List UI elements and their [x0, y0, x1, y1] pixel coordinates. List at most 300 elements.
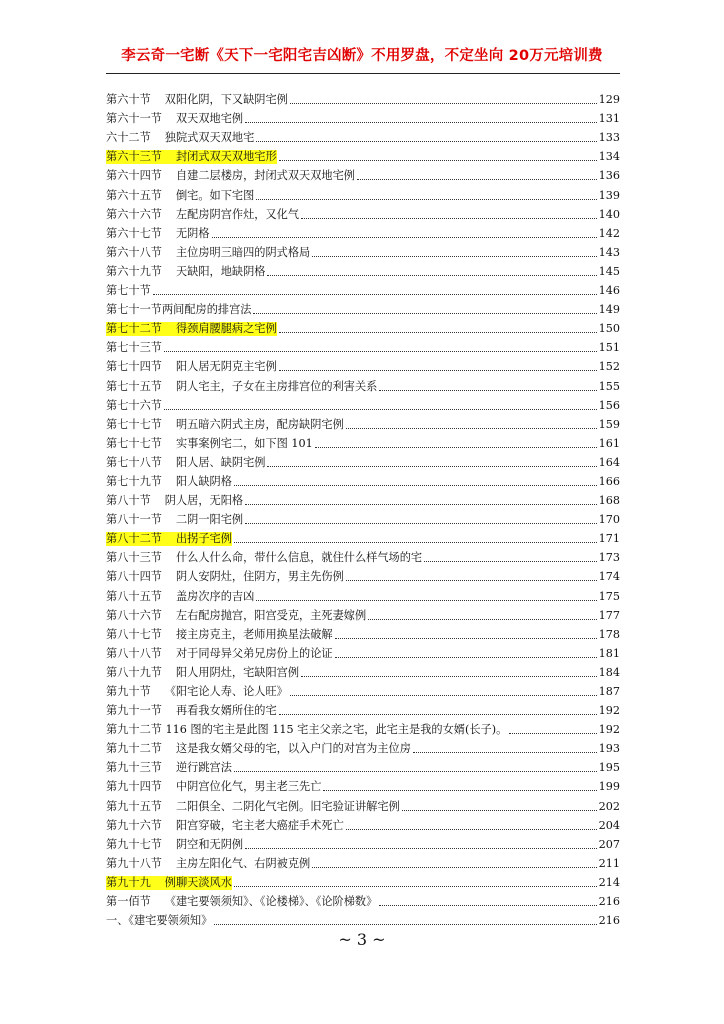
toc-gap: [162, 418, 176, 432]
toc-section-title: 独院式双天双地宅: [164, 131, 255, 145]
toc-dot-leader: [256, 599, 596, 601]
toc-page-number: 136: [598, 169, 620, 183]
toc-section-number: 第八十三节: [106, 551, 162, 565]
toc-dot-leader: [279, 331, 597, 333]
toc-page-number: 164: [598, 455, 620, 469]
toc-row[interactable]: [106, 374, 620, 393]
toc-section-number: 第八十九节: [106, 665, 162, 679]
toc-entry: [106, 227, 210, 241]
toc-gap: [162, 208, 176, 222]
toc-section-title: 双天双地宅例: [175, 112, 244, 126]
toc-section-number: 第九十九: [106, 875, 151, 889]
toc-gap: [162, 246, 176, 260]
toc-gap: [162, 169, 176, 183]
toc-section-title: 这是我女婿父母的宅，以入户门的对宫为主位房: [175, 742, 411, 756]
toc-section-number: 第六十五节: [106, 188, 162, 202]
toc-dot-leader: [279, 369, 597, 371]
toc-row[interactable]: [106, 145, 620, 164]
toc-section-title: 阴空和无阴例: [175, 837, 244, 851]
page-number: ~ 3 ~: [338, 930, 386, 949]
toc-dot-leader: [346, 828, 597, 830]
toc-section-title: 阳人居无阴克主宅例: [175, 360, 277, 374]
toc-page-number: 216: [598, 895, 620, 909]
toc-section-number: 第六十节: [106, 93, 151, 107]
toc-dot-leader: [245, 847, 597, 849]
toc-section-number: 第七十三节: [106, 341, 162, 355]
toc-dot-leader: [267, 465, 596, 467]
toc-page-number: 152: [598, 360, 620, 374]
toc-dot-leader: [368, 618, 596, 620]
toc-entry: [106, 265, 265, 279]
toc-section-title: 倒宅。如下宅图: [175, 188, 255, 202]
toc-page-number: 192: [598, 704, 620, 718]
toc-page-number: 184: [598, 665, 620, 679]
toc-page-number: 187: [598, 685, 620, 698]
toc-dot-leader: [413, 751, 597, 753]
toc-section-number: 第六十六节: [106, 207, 162, 221]
toc-page-number: 151: [598, 341, 620, 355]
toc-section-number: 第六十一节: [106, 112, 162, 126]
toc-page-number: 175: [598, 589, 620, 603]
toc-entry: [106, 857, 310, 871]
toc-row[interactable]: [106, 527, 620, 546]
toc-section-title: 二阳俱全、二阴化气宅例。旧宅验证讲解宅例: [175, 799, 400, 813]
toc-section-title: 盖房次序的吉凶: [175, 589, 255, 603]
toc-section-number: 第八十六节: [106, 608, 162, 622]
toc-gap: [162, 265, 176, 279]
toc-dot-leader: [279, 159, 597, 161]
toc-row[interactable]: [106, 584, 620, 603]
toc-row[interactable]: [106, 623, 620, 642]
toc-row[interactable]: [106, 107, 620, 126]
toc-entry: [106, 456, 265, 470]
toc-entry: [106, 647, 333, 661]
toc-dot-leader: [245, 503, 597, 505]
toc-gap: [162, 189, 176, 203]
toc-section-title: 接主房克主，老师用换星法破解: [175, 627, 333, 641]
toc-gap: [162, 761, 176, 775]
toc-page-number: 143: [598, 245, 620, 259]
toc-section-number: 第七十节: [106, 284, 151, 298]
toc-section-number: 第七十六节: [106, 398, 162, 412]
toc-entry: [106, 437, 313, 451]
toc-row[interactable]: [106, 336, 620, 355]
toc-gap: [162, 112, 176, 126]
toc-section-title: 《阳宅论人寿、论人旺》: [164, 685, 288, 698]
toc-entry: [106, 570, 344, 584]
toc-page-number: 156: [598, 398, 620, 412]
toc-section-number: 第八十七节: [106, 627, 162, 641]
toc-section-number: 第八十二节: [106, 532, 162, 546]
toc-row[interactable]: [106, 909, 620, 928]
toc-gap: [162, 322, 176, 336]
toc-gap: [162, 666, 176, 680]
toc-gap: [162, 532, 176, 546]
toc-section-number: 第九十二节 116 图的宅主是此图 115 宅主父亲之宅，此宅主是我的女婿(长子)。: [106, 723, 508, 737]
toc-section-title: 阳宫穿破，宅主老大癌症手术死亡: [175, 818, 344, 832]
toc-gap: [162, 647, 176, 661]
toc-gap: [162, 513, 176, 527]
toc-section-title: 主位房明三暗四的阴式格局: [175, 245, 311, 259]
toc-entry: [106, 418, 344, 432]
toc-entry: [106, 513, 243, 527]
toc-section-title: 再看我女婿所住的宅: [175, 704, 277, 718]
toc-gap: [151, 131, 165, 145]
toc-page-number: 145: [598, 264, 620, 278]
toc-entry: [106, 399, 162, 413]
toc-page-number: 193: [598, 742, 620, 756]
toc-dot-leader: [234, 484, 597, 486]
toc-dot-leader: [214, 923, 596, 925]
toc-page-number: 211: [598, 856, 620, 870]
toc-section-number: 第九十三节: [106, 761, 162, 775]
toc-dot-leader: [357, 178, 597, 180]
toc-section-title: 阴人居，无阳格: [164, 494, 244, 508]
toc-row[interactable]: [106, 756, 620, 775]
toc-dot-leader: [279, 713, 597, 715]
toc-section-title: 二阴一阳宅例: [175, 513, 244, 527]
toc-page-number: 155: [598, 379, 620, 393]
toc-entry: [106, 723, 507, 737]
toc-entry-highlighted: [106, 532, 232, 546]
toc-section-title: 出拐子宅例: [175, 532, 232, 546]
toc-gap: [162, 838, 176, 852]
toc-row[interactable]: [106, 279, 620, 298]
toc-entry: [106, 819, 344, 833]
toc-entry: [106, 303, 251, 317]
toc-section-title: 双阳化阴，下又缺阴宅例: [164, 93, 288, 107]
document-header-title: 李云奇一宅断《天下一宅阳宅吉凶断》不用罗盘，不定坐向 20万元培训费: [121, 48, 603, 64]
toc-entry: [106, 494, 243, 508]
toc-row[interactable]: [106, 241, 620, 260]
toc-entry: [106, 895, 377, 909]
toc-entry: [106, 685, 288, 699]
toc-dot-leader: [312, 255, 596, 257]
toc-gap: [162, 437, 176, 451]
toc-dot-leader: [290, 694, 597, 696]
toc-row[interactable]: [106, 164, 620, 183]
toc-dot-leader: [379, 904, 596, 906]
toc-entry: [106, 628, 333, 642]
toc-gap: [162, 570, 176, 584]
toc-gap: [162, 227, 176, 241]
toc-section-number: 第七十二节: [106, 322, 162, 336]
toc-dot-leader: [234, 885, 597, 887]
toc-page-number: 131: [598, 112, 620, 126]
toc-row[interactable]: [106, 317, 620, 336]
toc-page-number: 150: [598, 322, 620, 336]
toc-section-title: 阴人安阴灶，住阴方，男主先伤例: [175, 570, 344, 584]
toc-row[interactable]: [106, 470, 620, 489]
header-divider: [106, 73, 620, 74]
toc-row[interactable]: [106, 203, 620, 222]
toc-gap: [162, 380, 176, 394]
toc-page-number: 174: [598, 570, 620, 584]
toc-section-title: 什么人什么命，带什么信息，就住什么样气场的宅: [175, 551, 423, 565]
toc-dot-leader: [379, 389, 596, 391]
toc-section-number: 第八十四节: [106, 570, 162, 584]
toc-page-number: 202: [598, 799, 620, 813]
toc-dot-leader: [509, 732, 596, 734]
toc-entry: [106, 380, 377, 394]
toc-entry: [106, 341, 162, 355]
toc-section-title: 中阴宫位化气，男主老三先亡: [175, 780, 322, 794]
toc-dot-leader: [346, 579, 597, 581]
toc-entry: [106, 208, 299, 222]
toc-gap: [151, 876, 165, 890]
toc-gap: [151, 895, 165, 909]
toc-page-number: 204: [598, 818, 620, 832]
toc-gap: [162, 780, 176, 794]
toc-gap: [151, 93, 165, 107]
toc-page-number: 168: [598, 494, 620, 508]
toc-section-title: 得颈肩腰腿病之宅例: [175, 322, 277, 336]
toc-gap: [162, 628, 176, 642]
toc-section-number: 一、《建宅要领须知》: [106, 914, 213, 928]
toc-section-title: 自建二层楼房，封闭式双天双地宅例: [175, 169, 355, 183]
toc-section-number: 第六十三节: [106, 150, 162, 164]
toc-gap: [162, 742, 176, 756]
toc-page-number: 170: [598, 513, 620, 527]
toc-row[interactable]: [106, 260, 620, 279]
toc-entry-highlighted: [106, 322, 277, 336]
toc-section-title: 《建宅要领须知》、《论楼梯》、《论阶梯数》: [164, 895, 378, 909]
toc-row[interactable]: [106, 833, 620, 852]
toc-section-number: 第九十四节: [106, 780, 162, 794]
toc-row[interactable]: [106, 604, 620, 623]
toc-row[interactable]: [106, 355, 620, 374]
toc-row[interactable]: [106, 871, 620, 890]
toc-section-number: 第七十一节两间配房的排宫法: [106, 303, 252, 317]
toc-section-number: 第九十二节: [106, 742, 162, 756]
toc-entry-highlighted: [106, 876, 232, 890]
toc-row[interactable]: [106, 775, 620, 794]
toc-page-number: 166: [598, 474, 620, 488]
toc-section-number: 第九十八节: [106, 856, 162, 870]
toc-dot-leader: [346, 427, 597, 429]
toc-page-number: 195: [598, 761, 620, 775]
toc-gap: [162, 150, 176, 164]
toc-section-number: 第八十节: [106, 494, 151, 508]
toc-page-number: 177: [598, 608, 620, 622]
toc-gap: [162, 819, 176, 833]
toc-section-number: 第七十四节: [106, 360, 162, 374]
toc-section-title: 对于同母异父弟兄房份上的论证: [175, 646, 333, 660]
toc-dot-leader: [323, 789, 596, 791]
toc-row[interactable]: [106, 508, 620, 527]
toc-page-number: 133: [598, 131, 620, 145]
toc-entry: [106, 93, 288, 107]
table-of-contents: [106, 88, 620, 928]
toc-page-number: 216: [598, 914, 620, 928]
toc-gap: [162, 704, 176, 718]
toc-row[interactable]: [106, 737, 620, 756]
toc-row[interactable]: [106, 432, 620, 451]
toc-row[interactable]: [106, 718, 620, 737]
toc-section-title: 左配房阴宫作灶，又化气: [175, 207, 300, 221]
toc-dot-leader: [234, 770, 597, 772]
toc-entry: [106, 284, 151, 298]
toc-gap: [162, 609, 176, 623]
toc-section-number: 第九十七节: [106, 837, 162, 851]
toc-entry: [106, 189, 254, 203]
toc-entry: [106, 475, 232, 489]
toc-gap: [162, 857, 176, 871]
toc-row[interactable]: [106, 413, 620, 432]
toc-gap: [162, 456, 176, 470]
toc-section-title: 明五暗六阴式主房，配房缺阴宅例: [175, 417, 344, 431]
toc-section-title: 封闭式双天双地宅形: [175, 150, 277, 164]
toc-row[interactable]: [106, 546, 620, 565]
toc-section-number: 第六十七节: [106, 226, 162, 240]
toc-page-number: 199: [598, 780, 620, 794]
toc-entry: [106, 590, 254, 604]
toc-entry: [106, 742, 411, 756]
toc-row[interactable]: [106, 794, 620, 813]
toc-dot-leader: [253, 312, 596, 314]
toc-row[interactable]: [106, 451, 620, 470]
toc-section-title: 阳人居、缺阴宅例: [175, 455, 266, 469]
toc-dot-leader: [424, 560, 597, 562]
toc-entry: [106, 112, 243, 126]
toc-gap: [162, 590, 176, 604]
toc-page-number: 129: [598, 93, 620, 107]
toc-row[interactable]: [106, 565, 620, 584]
toc-gap: [162, 551, 176, 565]
toc-dot-leader: [290, 102, 597, 104]
toc-dot-leader: [256, 198, 596, 200]
toc-dot-leader: [402, 809, 597, 811]
toc-section-number: 第八十八节: [106, 646, 162, 660]
toc-row[interactable]: [106, 489, 620, 508]
toc-row[interactable]: [106, 680, 620, 699]
toc-dot-leader: [153, 293, 597, 295]
toc-section-number: 第七十七节: [106, 436, 162, 450]
toc-page-number: 140: [598, 207, 620, 221]
toc-page-number: 171: [598, 532, 620, 546]
toc-dot-leader: [245, 121, 597, 123]
toc-entry: [106, 761, 232, 775]
toc-section-number: 六十二节: [106, 131, 151, 145]
toc-section-number: 第六十九节: [106, 264, 162, 278]
toc-row[interactable]: [106, 661, 620, 680]
toc-row[interactable]: [106, 852, 620, 871]
toc-section-title: 例聊天淡风水: [164, 875, 232, 889]
toc-section-number: 第九十节: [106, 685, 151, 698]
toc-row[interactable]: [106, 642, 620, 661]
toc-entry: [106, 551, 422, 565]
toc-section-title: 无阴格: [175, 226, 210, 240]
toc-page-number: 142: [598, 226, 620, 240]
toc-section-title: 实事案例宅二，如下图 101: [175, 436, 313, 450]
toc-row[interactable]: [106, 88, 620, 107]
toc-gap: [162, 800, 176, 814]
toc-dot-leader: [301, 217, 597, 219]
toc-page-number: 207: [598, 837, 620, 851]
toc-section-number: 第六十四节: [106, 169, 162, 183]
toc-section-number: 第八十五节: [106, 589, 162, 603]
toc-entry: [106, 800, 400, 814]
toc-gap: [151, 685, 165, 699]
toc-page-number: 192: [598, 723, 620, 737]
toc-entry: [106, 914, 212, 928]
toc-dot-leader: [164, 350, 597, 352]
toc-entry-highlighted: [106, 150, 277, 164]
toc-page-number: 173: [598, 551, 620, 565]
toc-section-number: 第九十五节: [106, 799, 162, 813]
toc-entry: [106, 609, 366, 623]
toc-section-number: 第六十八节: [106, 245, 162, 259]
toc-dot-leader: [212, 236, 597, 238]
toc-section-number: 第九十一节: [106, 704, 162, 718]
toc-entry: [106, 666, 299, 680]
toc-entry: [106, 780, 321, 794]
toc-page-number: 181: [598, 646, 620, 660]
toc-section-number: 第八十一节: [106, 513, 162, 527]
toc-section-number: 第一佰节: [106, 895, 151, 909]
toc-dot-leader: [312, 866, 596, 868]
toc-row[interactable]: [106, 699, 620, 718]
toc-section-number: 第七十八节: [106, 455, 162, 469]
toc-section-title: 阳人缺阴格: [175, 474, 232, 488]
toc-section-title: 主房左阳化气、右阴被克例: [175, 856, 311, 870]
toc-dot-leader: [315, 446, 597, 448]
toc-section-title: 天缺阳，地缺阴格: [175, 264, 266, 278]
toc-dot-leader: [335, 637, 597, 639]
toc-gap: [162, 475, 176, 489]
toc-dot-leader: [267, 274, 596, 276]
toc-section-number: 第七十九节: [106, 474, 162, 488]
toc-dot-leader: [234, 541, 597, 543]
toc-row[interactable]: [106, 126, 620, 145]
toc-entry: [106, 131, 254, 145]
toc-row[interactable]: [106, 183, 620, 202]
toc-page-number: 214: [598, 875, 620, 889]
toc-dot-leader: [256, 140, 596, 142]
toc-gap: [151, 494, 165, 508]
toc-dot-leader: [245, 522, 597, 524]
toc-dot-leader: [164, 408, 597, 410]
toc-page-number: 149: [598, 303, 620, 317]
toc-section-title: 逆行跳宫法: [175, 761, 232, 775]
toc-entry: [106, 704, 277, 718]
toc-entry: [106, 246, 310, 260]
toc-section-title: 阴人宅主，子女在主房排宫位的利害关系: [175, 379, 378, 393]
toc-section-number: 第七十五节: [106, 379, 162, 393]
toc-section-number: 第九十六节: [106, 818, 162, 832]
toc-row[interactable]: [106, 890, 620, 909]
toc-section-title: 左右配房抛宫，阳宫受克，主死妻嫁例: [175, 608, 367, 622]
toc-entry: [106, 169, 355, 183]
toc-row[interactable]: [106, 394, 620, 413]
toc-page-number: 161: [598, 436, 620, 450]
toc-page-number: 146: [598, 284, 620, 298]
toc-row[interactable]: [106, 814, 620, 833]
toc-page-number: 139: [598, 188, 620, 202]
toc-page-number: 134: [598, 150, 620, 164]
toc-dot-leader: [301, 675, 597, 677]
toc-dot-leader: [335, 656, 597, 658]
toc-page-number: 159: [598, 417, 620, 431]
toc-entry: [106, 360, 277, 374]
toc-section-title: 阳人用阴灶，宅缺阳宫例: [175, 665, 300, 679]
toc-page-number: 178: [598, 627, 620, 641]
toc-row[interactable]: [106, 298, 620, 317]
toc-section-number: 第七十七节: [106, 417, 162, 431]
toc-entry: [106, 838, 243, 852]
toc-row[interactable]: [106, 222, 620, 241]
toc-gap: [162, 360, 176, 374]
